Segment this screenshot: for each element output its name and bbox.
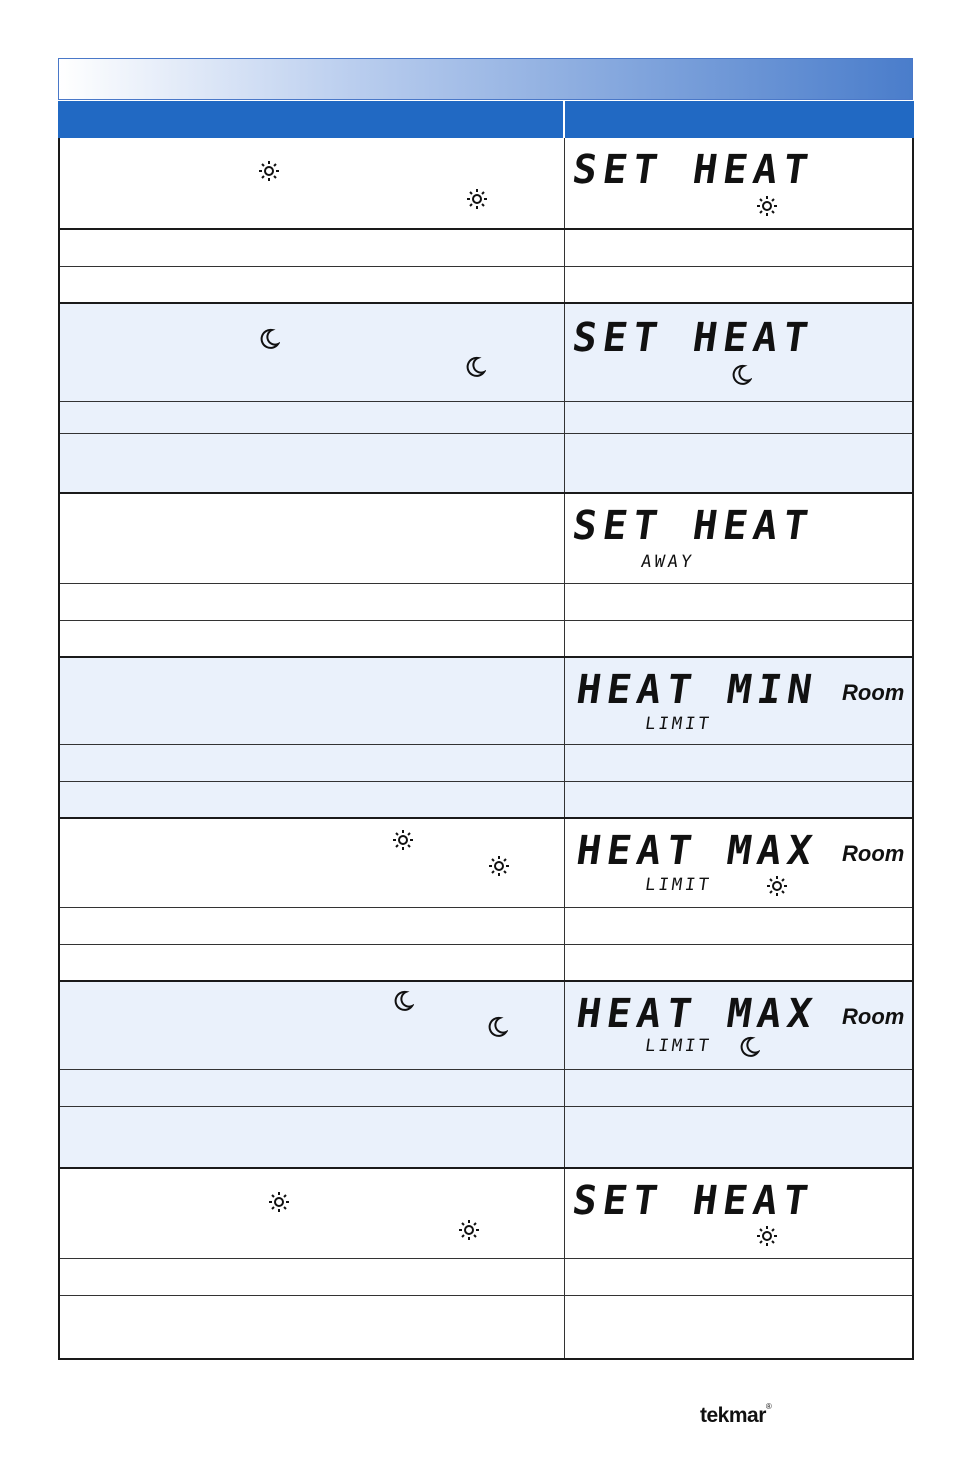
table-row [60,1259,912,1296]
lcd-limit-label: LIMIT [643,875,713,895]
moon-icon [464,356,486,378]
table-row [60,267,912,304]
sun-icon [488,855,510,877]
sun-icon [258,160,280,182]
table-row [60,434,912,494]
sun-icon [458,1219,480,1241]
table-row [60,745,912,782]
table-row [60,658,912,745]
table-row [60,230,912,267]
table-row [60,945,912,982]
table-row [60,494,912,584]
lcd-title: SET HEAT [569,503,817,549]
sun-icon [268,1191,290,1213]
room-label: Room [842,1004,905,1029]
table-row [60,1296,912,1358]
table-row [60,1107,912,1169]
lcd-title: HEAT MAX [573,991,821,1037]
table-row [60,782,912,819]
table-header [58,101,914,138]
lcd-away-label: AWAY [639,552,696,572]
sun-icon [392,829,414,851]
table-row [60,402,912,434]
moon-icon [258,328,280,350]
settings-table [58,138,914,1360]
lcd-title: HEAT MAX [573,828,821,874]
sun-icon [466,188,488,210]
table-row [60,138,912,230]
lcd-limit-label: LIMIT [643,1036,713,1056]
lcd-limit-label: LIMIT [643,714,713,734]
lcd-title: SET HEAT [569,147,817,193]
table-row [60,819,912,908]
room-label: Room [842,841,905,866]
sun-icon [756,195,778,217]
sun-icon [766,875,788,897]
lcd-title: SET HEAT [569,315,817,361]
table-row [60,982,912,1070]
lcd-title: SET HEAT [569,1178,817,1224]
lcd-title: HEAT MIN [573,667,821,713]
table-row [60,584,912,621]
table-row [60,1070,912,1107]
moon-icon [486,1016,508,1038]
table-row [60,304,912,402]
moon-icon [392,990,414,1012]
section-banner [58,58,913,100]
tekmar-logo: tekmar® [700,1402,772,1427]
table-row [60,621,912,658]
sun-icon [756,1225,778,1247]
moon-icon [738,1036,760,1058]
moon-icon [730,364,752,386]
room-label: Room [842,680,905,705]
table-row [60,908,912,945]
table-row [60,1169,912,1259]
